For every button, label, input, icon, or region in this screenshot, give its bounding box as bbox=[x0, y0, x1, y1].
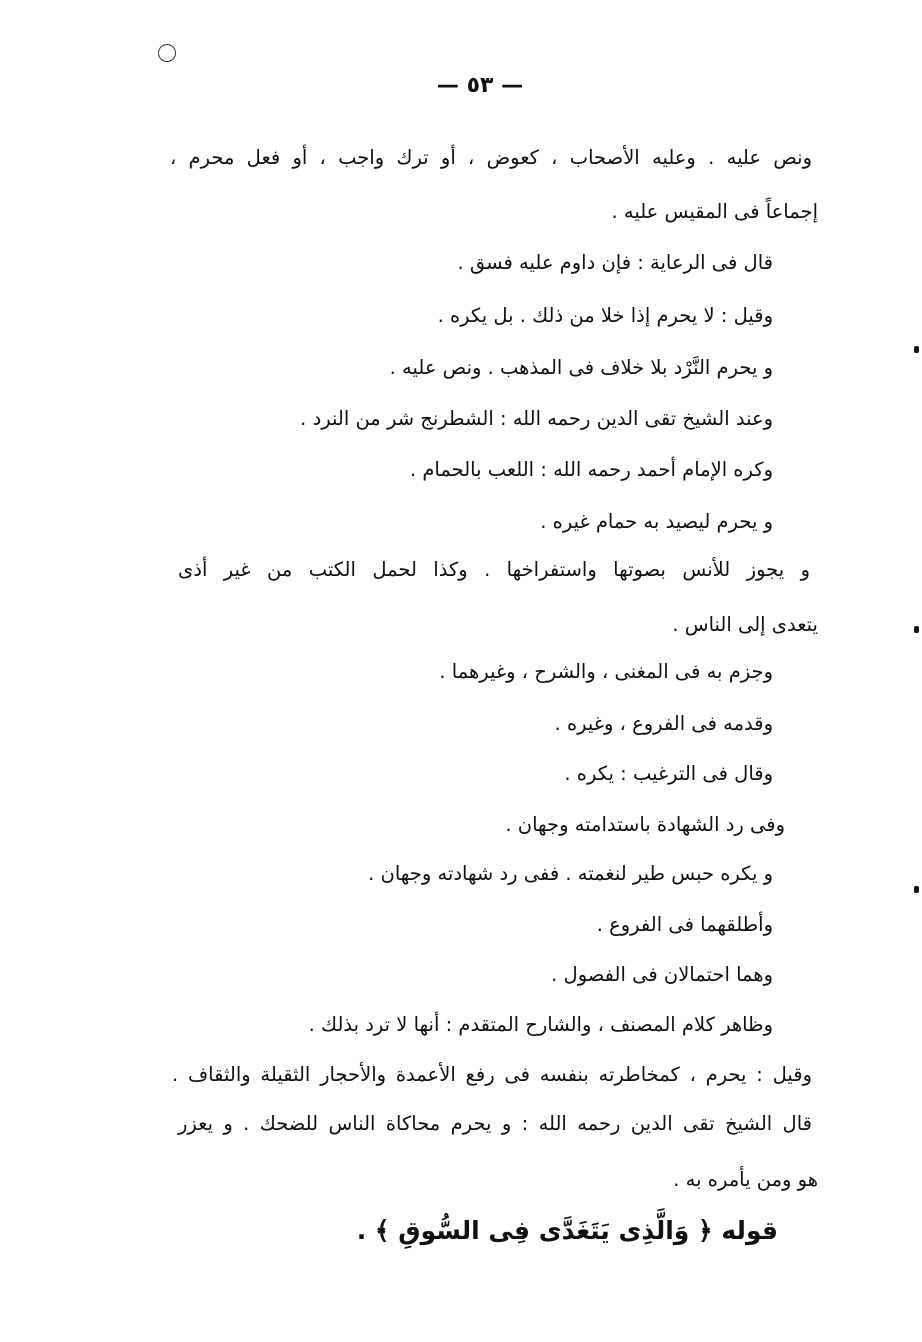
text-line-13: وقال فى الترغيب : يكره . bbox=[564, 762, 773, 785]
text-line-20: قال الشيخ تقى الدين رحمه الله : و يحرم محاكاة الناس للضحك . و يعزر bbox=[178, 1112, 812, 1135]
text-line-6: وعند الشيخ تقى الدين رحمه الله : الشطرنج شر من النرد . bbox=[300, 407, 773, 430]
text-line-14: وفى رد الشهادة باستدامته وجهان . bbox=[505, 813, 785, 836]
text-line-9: و يجوز للأنس بصوتها واستفراخها . وكذا لحمل الكتب من غير أذى bbox=[178, 558, 810, 581]
text-line-21: هو ومن يأمره به . bbox=[673, 1168, 818, 1191]
text-line-19: وقيل : يحرم ، كمخاطرته بنفسه فى رفع الأعمدة والأحجار الثقيلة والثقاف . bbox=[172, 1063, 812, 1086]
text-line-16: وأطلقهما فى الفروع . bbox=[596, 913, 773, 936]
text-line-7: وكره الإمام أحمد رحمه الله : اللعب بالحمام . bbox=[409, 458, 773, 481]
text-line-4: وقيل : لا يحرم إذا خلا من ذلك . بل يكره . bbox=[437, 304, 773, 327]
text-line-11: وجزم به فى المغنى ، والشرح ، وغيرهما . bbox=[439, 660, 773, 683]
text-line-15: و يكره حبس طير لنغمته . ففى رد شهادته وجهان . bbox=[368, 862, 773, 885]
margin-dot-mark bbox=[914, 886, 919, 893]
text-line-2: إجماعاً فى المقيس عليه . bbox=[611, 200, 818, 223]
margin-circle-mark bbox=[158, 44, 176, 62]
page-number: — ٥٣ — bbox=[436, 73, 524, 98]
text-line-1: ونص عليه . وعليه الأصحاب ، كعوض ، أو ترك واجب ، أو فعل محرم ، bbox=[170, 146, 812, 169]
text-line-10: يتعدى إلى الناس . bbox=[672, 613, 818, 636]
text-line-18: وظاهر كلام المصنف ، والشارح المتقدم : أنها لا ترد بذلك . bbox=[308, 1013, 773, 1036]
text-line-8: و يحرم ليصيد به حمام غيره . bbox=[540, 510, 773, 533]
margin-dot-mark bbox=[914, 346, 919, 353]
text-line-5: و يحرم النَّرْد بلا خلاف فى المذهب . ونص عليه . bbox=[389, 356, 773, 379]
text-line-17: وهما احتمالان فى الفصول . bbox=[551, 963, 773, 986]
margin-dot-mark bbox=[914, 626, 919, 633]
section-heading: قوله ﴿ وَالَّذِى يَتَغَدَّى فِى السُّوقِ ﴾ . bbox=[356, 1216, 778, 1245]
text-line-3: قال فى الرعاية : فإن داوم عليه فسق . bbox=[457, 251, 773, 274]
text-line-12: وقدمه فى الفروع ، وغيره . bbox=[554, 712, 773, 735]
